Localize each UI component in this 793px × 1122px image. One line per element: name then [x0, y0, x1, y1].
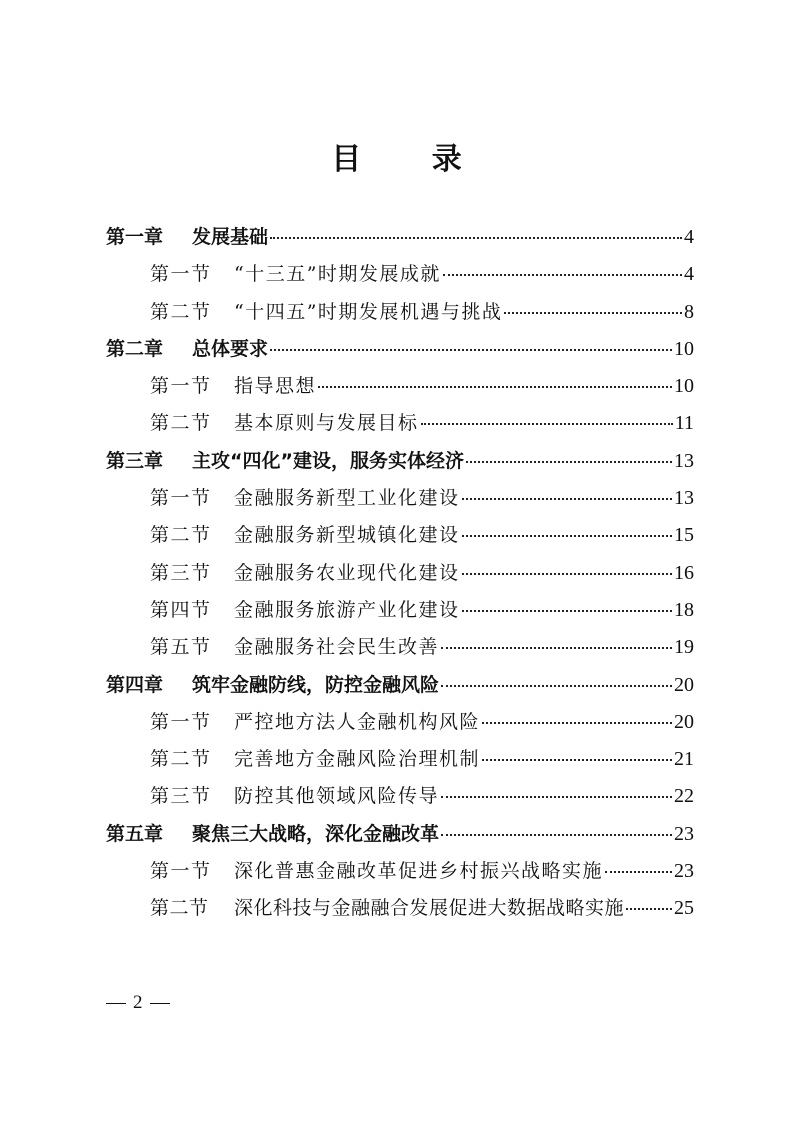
toc-section-4-3[interactable]	[106, 778, 694, 815]
section-title: 金融服务新型城镇化建设	[234, 524, 460, 547]
page-number: 10	[674, 337, 694, 360]
page-number: 22	[674, 785, 694, 808]
page-number: 23	[674, 860, 694, 883]
dot-leader	[626, 908, 672, 910]
page-title: 目 录	[331, 142, 492, 177]
section-title: 防控其他领域风险传导	[234, 785, 440, 808]
footer-dash-right	[150, 1003, 170, 1004]
dot-leader	[504, 312, 682, 314]
section-number: 第二节	[150, 524, 212, 547]
section-title: 完善地方金融风险治理机制	[234, 748, 481, 771]
page-number: 4	[684, 226, 694, 248]
footer-page-number: 2	[133, 992, 143, 1013]
chapter-number: 第三章	[106, 449, 164, 472]
toc-section-1-2[interactable]	[106, 294, 694, 331]
section-title: “十三五”时期发展成就	[234, 263, 441, 286]
page-number: 13	[674, 449, 694, 472]
toc-section-3-1[interactable]	[106, 480, 694, 517]
page-footer	[106, 992, 170, 1014]
section-title: 严控地方法人金融机构风险	[234, 710, 481, 733]
page-number: 19	[674, 636, 694, 659]
toc-chapter-5[interactable]	[106, 816, 694, 853]
page-number: 16	[674, 561, 694, 584]
dot-leader	[441, 647, 672, 649]
toc-section-3-2[interactable]	[106, 517, 694, 554]
chapter-number: 第五章	[106, 822, 164, 845]
page-number: 25	[674, 897, 694, 920]
page-number: 8	[684, 300, 694, 323]
page-number: 4	[684, 263, 694, 286]
dot-leader	[318, 386, 672, 388]
dot-leader	[270, 349, 672, 351]
section-number: 第一节	[150, 375, 212, 398]
section-number: 第四节	[150, 598, 212, 621]
page-number: 18	[674, 598, 694, 621]
toc-section-3-3[interactable]	[106, 555, 694, 592]
page-number: 15	[674, 524, 694, 547]
section-number: 第一节	[150, 263, 212, 286]
section-title: 金融服务新型工业化建设	[234, 487, 460, 510]
chapter-number: 第四章	[106, 673, 164, 696]
toc-chapter-4[interactable]	[106, 667, 694, 704]
toc-section-4-1[interactable]	[106, 704, 694, 741]
toc-section-3-5[interactable]	[106, 629, 694, 666]
dot-leader	[443, 274, 682, 276]
dot-leader	[462, 610, 672, 612]
section-number: 第二节	[150, 748, 212, 771]
section-title: 深化普惠金融改革促进乡村振兴战略实施	[234, 860, 604, 883]
dot-leader	[462, 535, 672, 537]
toc-section-1-1[interactable]	[106, 256, 694, 293]
toc-section-4-2[interactable]	[106, 741, 694, 778]
toc-section-2-1[interactable]	[106, 368, 694, 405]
page-number: 20	[674, 710, 694, 733]
dot-leader	[482, 722, 672, 724]
dot-leader	[466, 461, 672, 463]
chapter-title: 主攻“四化”建设，服务实体经济	[192, 449, 464, 472]
section-title: 金融服务社会民生改善	[234, 636, 440, 659]
chapter-title: 筑牢金融防线，防控金融风险	[192, 673, 440, 696]
section-title: “十四五”时期发展机遇与挑战	[234, 300, 503, 323]
toc-section-5-2[interactable]	[106, 890, 694, 927]
section-number: 第三节	[150, 785, 212, 808]
page-number: 13	[674, 487, 694, 510]
dot-leader	[462, 573, 672, 575]
dot-leader	[462, 498, 672, 500]
toc-section-2-2[interactable]	[106, 405, 694, 442]
section-title: 指导思想	[234, 375, 317, 398]
dot-leader	[270, 237, 682, 239]
toc-section-3-4[interactable]	[106, 592, 694, 629]
footer-dash-left	[106, 1003, 126, 1004]
page-number: 23	[674, 822, 694, 845]
section-number: 第一节	[150, 487, 212, 510]
section-number: 第二节	[150, 412, 212, 435]
chapter-number: 第二章	[106, 337, 164, 360]
dot-leader	[421, 423, 673, 425]
section-number: 第五节	[150, 636, 212, 659]
chapter-title: 聚焦三大战略，深化金融改革	[192, 822, 440, 845]
dot-leader	[482, 759, 672, 761]
section-title: 金融服务农业现代化建设	[234, 561, 460, 584]
dot-leader	[605, 871, 672, 873]
chapter-title: 总体要求	[192, 337, 269, 360]
toc-chapter-3[interactable]	[106, 443, 694, 480]
page-number: 10	[674, 375, 694, 398]
page-number: 21	[674, 748, 694, 771]
section-number: 第三节	[150, 561, 212, 584]
page-number: 11	[674, 412, 694, 435]
section-number: 第二节	[150, 300, 212, 323]
section-title: 基本原则与发展目标	[234, 412, 419, 435]
section-number: 第一节	[150, 710, 212, 733]
table-of-contents	[106, 219, 694, 928]
toc-chapter-2[interactable]	[106, 331, 694, 368]
toc-chapter-1[interactable]	[106, 219, 694, 256]
dot-leader	[441, 685, 672, 687]
dot-leader	[441, 834, 672, 836]
page-number: 20	[674, 673, 694, 696]
toc-section-5-1[interactable]	[106, 853, 694, 890]
section-title: 深化科技与金融融合发展促进大数据战略实施	[234, 897, 625, 920]
section-title: 金融服务旅游产业化建设	[234, 598, 460, 621]
section-number: 第一节	[150, 860, 212, 883]
chapter-title: 发展基础	[192, 226, 269, 248]
section-number: 第二节	[150, 897, 209, 920]
chapter-number: 第一章	[106, 226, 164, 248]
dot-leader	[441, 796, 672, 798]
